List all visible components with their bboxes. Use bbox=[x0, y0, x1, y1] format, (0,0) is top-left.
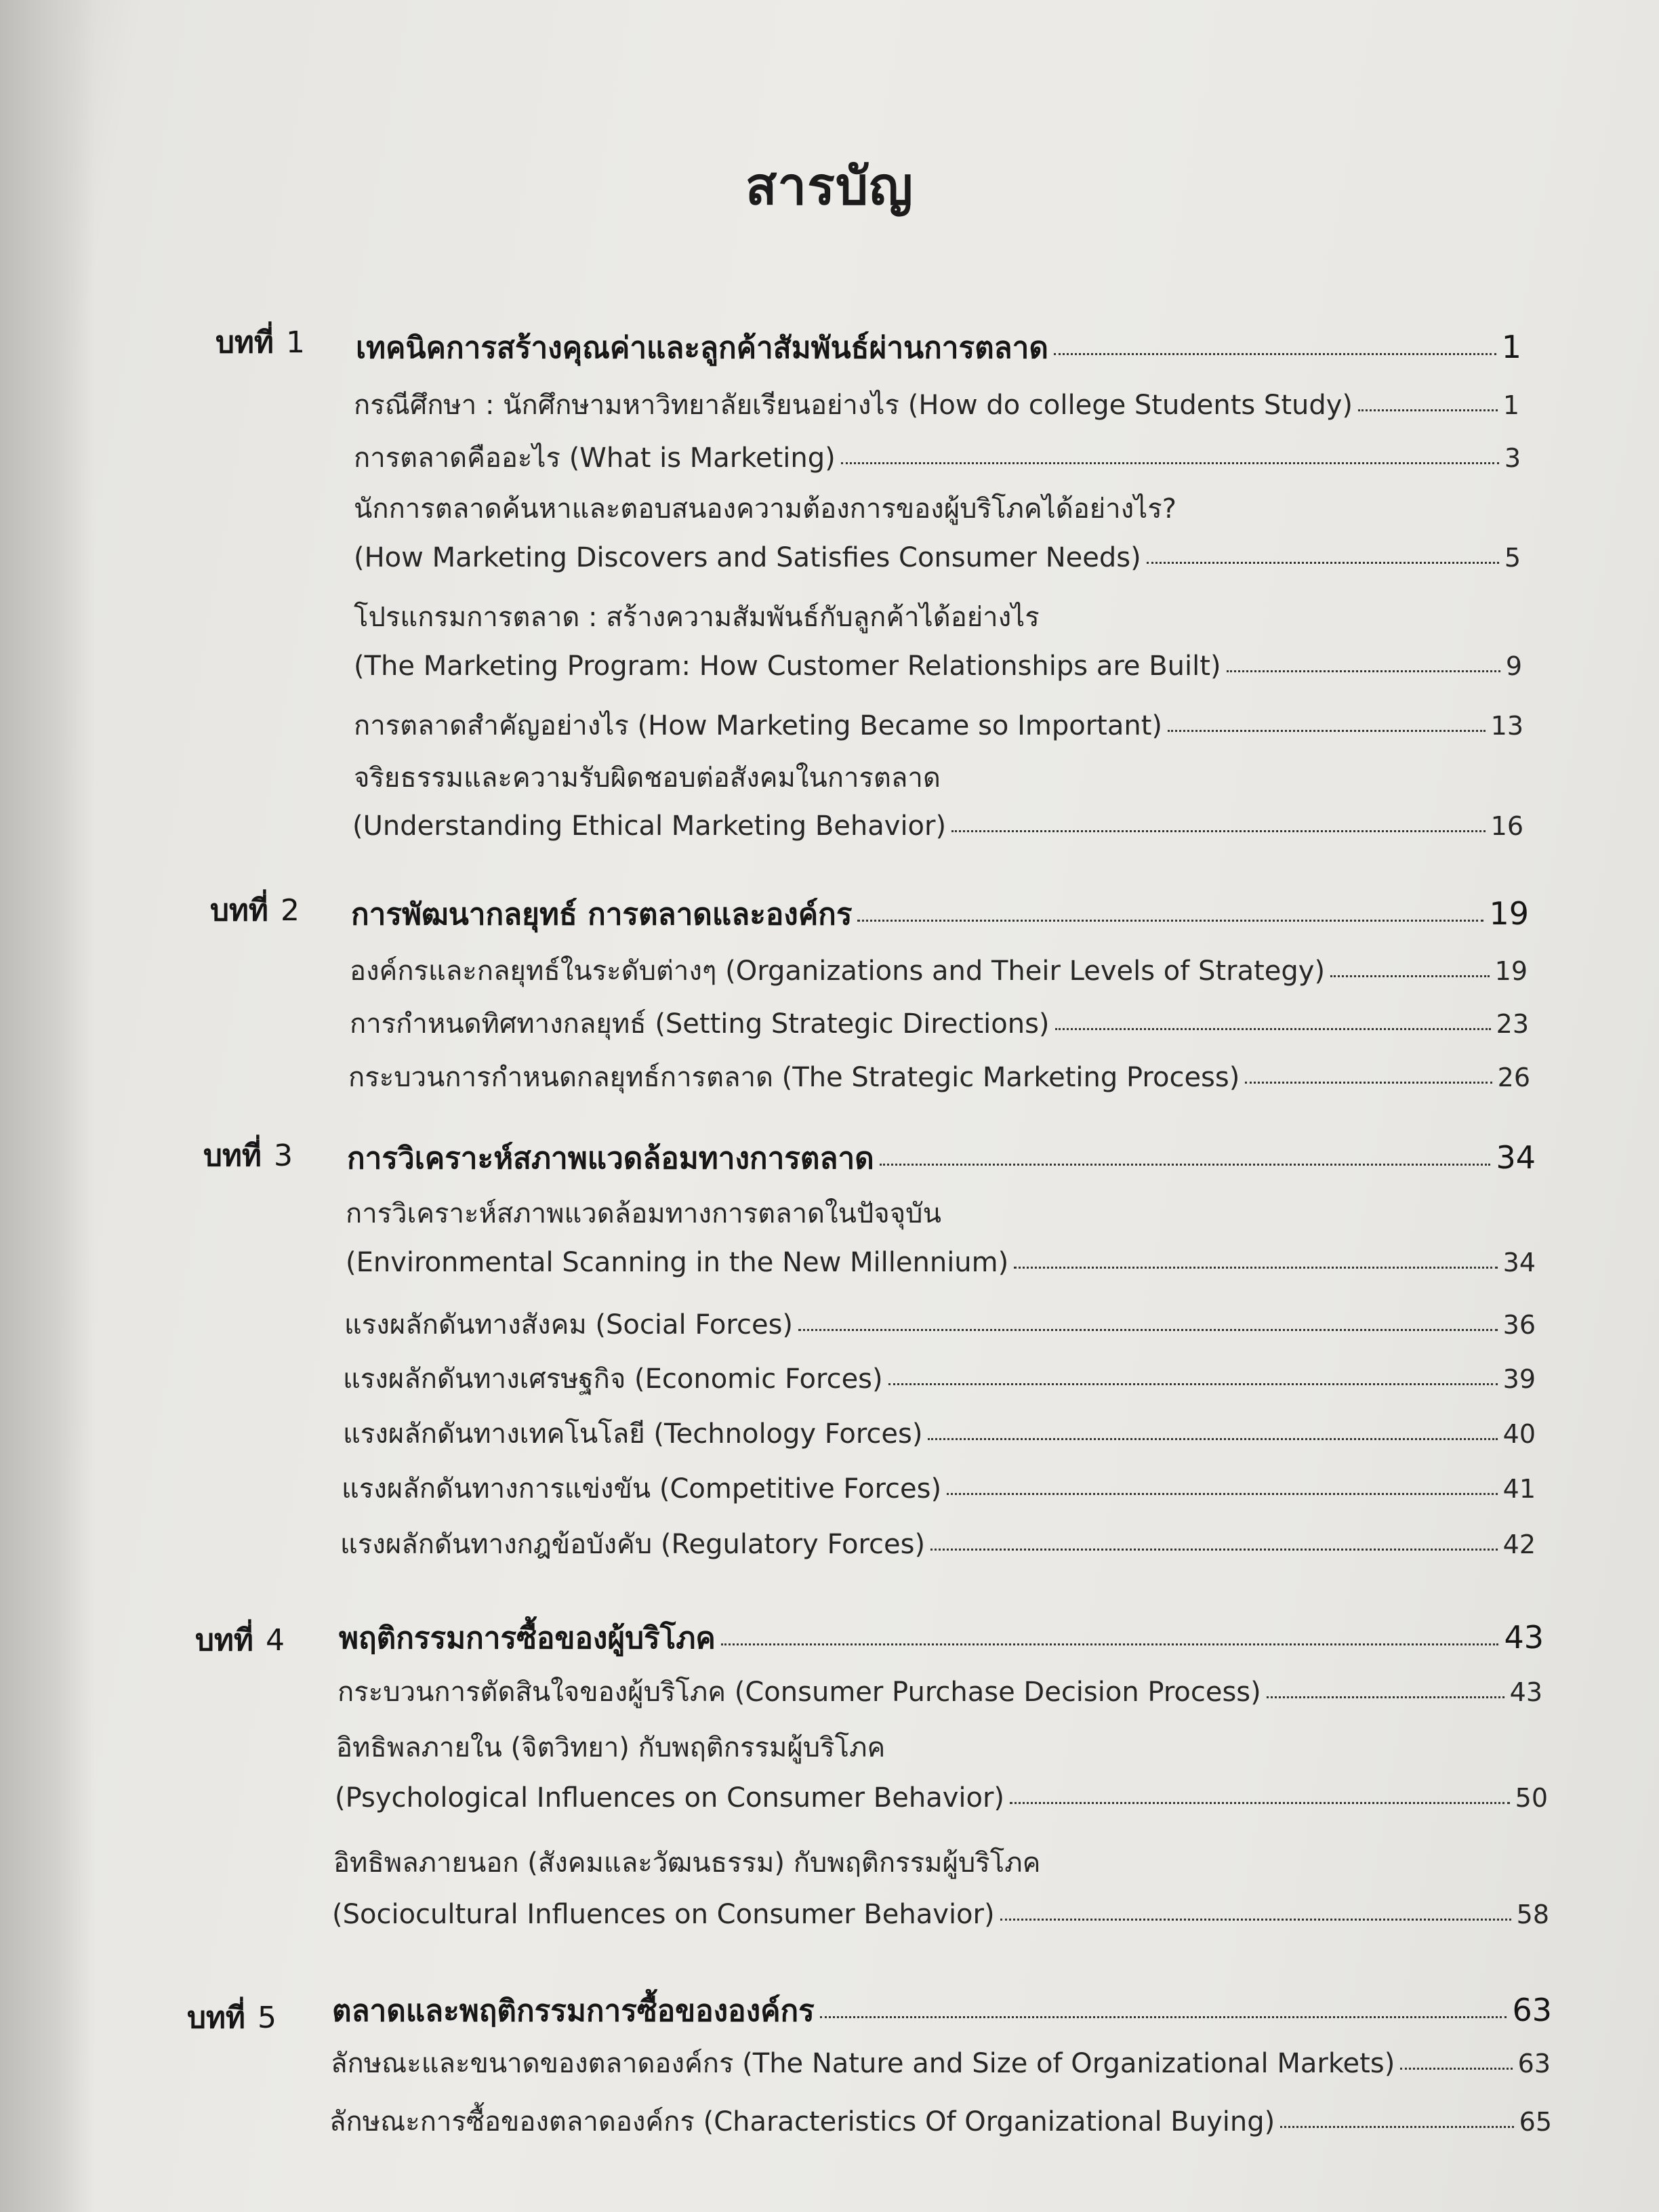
dot-leader bbox=[1280, 2126, 1513, 2128]
dot-leader bbox=[1400, 2068, 1512, 2070]
dot-leader bbox=[888, 1383, 1498, 1385]
dot-leader bbox=[1014, 1267, 1497, 1269]
entry-text: แรงผลักดันทางสังคม (Social Forces) bbox=[344, 1309, 794, 1340]
dot-leader bbox=[798, 1329, 1498, 1331]
toc-entry bbox=[343, 1357, 1536, 1400]
toc-entry bbox=[337, 1670, 1542, 1713]
entry-text: ลักษณะการซื้อของตลาดองค์กร (Characteristics Of Organizational Buying) bbox=[329, 2106, 1275, 2137]
page-number: 36 bbox=[1502, 1310, 1536, 1340]
toc-entry bbox=[348, 1055, 1530, 1099]
page-number: 63 bbox=[1517, 2049, 1551, 2078]
entry-text: องค์กรและกลยุทธ์ในระดับต่างๆ (Organizations and Their Levels of Strategy) bbox=[350, 956, 1326, 987]
entry-text-line1: จริยธรรมและความรับผิดชอบต่อสังคมในการตลาด bbox=[354, 762, 941, 794]
toc-entry bbox=[340, 1522, 1536, 1565]
dot-leader bbox=[1245, 1082, 1492, 1084]
toc-entry bbox=[342, 1467, 1536, 1510]
toc-entry bbox=[354, 703, 1523, 747]
dot-leader bbox=[1054, 353, 1496, 355]
toc-entry bbox=[332, 1899, 1549, 1930]
dot-leader bbox=[928, 1438, 1497, 1440]
entry-text: (How Marketing Discovers and Satisfies Consumer Needs) bbox=[354, 542, 1141, 573]
dot-leader bbox=[930, 1549, 1498, 1551]
toc-entry bbox=[354, 383, 1519, 426]
chapter-title: พฤติกรรมการซื้อของผู้บริโภค bbox=[339, 1621, 716, 1656]
dot-leader bbox=[1330, 975, 1490, 977]
toc-entry bbox=[331, 2041, 1551, 2085]
dot-leader bbox=[1010, 1802, 1510, 1804]
page-number: 58 bbox=[1516, 1900, 1549, 1929]
toc-entry bbox=[354, 651, 1522, 682]
page-number: 39 bbox=[1502, 1364, 1536, 1394]
toc-entry bbox=[346, 1247, 1536, 1278]
entry-text: ลักษณะและขนาดของตลาดองค์กร (The Nature and Size of Organizational Markets) bbox=[331, 2048, 1395, 2079]
dot-leader bbox=[857, 920, 1483, 922]
page-number: 23 bbox=[1496, 1009, 1529, 1039]
dot-leader bbox=[841, 462, 1499, 464]
dot-leader bbox=[1147, 562, 1499, 564]
entry-text: (Sociocultural Influences on Consumer Behavior) bbox=[332, 1899, 995, 1930]
entry-text: (The Marketing Program: How Customer Relationships are Built) bbox=[354, 651, 1221, 682]
page-number: 19 bbox=[1494, 956, 1528, 986]
entry-text-line1: นักการตลาดค้นหาและตอบสนองความต้องการของผู้บริโภคได้อย่างไร? bbox=[354, 493, 1177, 525]
page-number: 26 bbox=[1497, 1063, 1530, 1092]
entry-text: (Environmental Scanning in the New Millennium) bbox=[346, 1247, 1009, 1278]
page-number: 5 bbox=[1504, 543, 1521, 573]
chapter-title: การวิเคราะห์สภาพแวดล้อมทางการตลาด bbox=[347, 1141, 874, 1176]
page-number: 43 bbox=[1509, 1677, 1542, 1707]
entry-text-line1: อิทธิพลภายนอก (สังคมและวัฒนธรรม) กับพฤติกรรมผู้บริโภค bbox=[333, 1847, 1041, 1879]
toc-entry bbox=[354, 542, 1521, 573]
page-number: 63 bbox=[1512, 1992, 1552, 2028]
entry-text: การกำหนดทิศทางกลยุทธ์ (Setting Strategic Directions) bbox=[350, 1008, 1050, 1040]
chapter-label: บทที่ 3 bbox=[203, 1139, 293, 1173]
dot-leader bbox=[1055, 1028, 1491, 1030]
chapter-title-row bbox=[339, 1614, 1544, 1662]
page-title: สารบัญ bbox=[745, 156, 914, 216]
dot-leader bbox=[1168, 730, 1486, 732]
page-number: 42 bbox=[1502, 1530, 1536, 1559]
entry-text: แรงผลักดันทางเทคโนโลยี (Technology Forces) bbox=[343, 1418, 923, 1450]
entry-text: การตลาดสำคัญอย่างไร (How Marketing Became so Important) bbox=[354, 710, 1163, 741]
entry-text: แรงผลักดันทางเศรษฐกิจ (Economic Forces) bbox=[343, 1364, 883, 1395]
toc-entry bbox=[344, 1303, 1536, 1346]
chapter-title: การพัฒนากลยุทธ์ การตลาดและองค์กร bbox=[351, 897, 853, 932]
entry-text: (Psychological Influences on Consumer Behavior) bbox=[335, 1782, 1005, 1814]
dot-leader bbox=[947, 1493, 1498, 1495]
chapter-title: ตลาดและพฤติกรรมการซื้อขององค์กร bbox=[332, 1994, 815, 2028]
page-number: 43 bbox=[1504, 1619, 1544, 1656]
toc-entry bbox=[350, 949, 1528, 992]
entry-text-line1: การวิเคราะห์สภาพแวดล้อมทางการตลาดในปัจจุบัน bbox=[346, 1198, 941, 1229]
entry-text-line1: อิทธิพลภายใน (จิตวิทยา) กับพฤติกรรมผู้บริโภค bbox=[336, 1732, 886, 1763]
page-number: 40 bbox=[1502, 1419, 1536, 1449]
toc-entry bbox=[343, 1412, 1536, 1455]
page-number: 9 bbox=[1505, 651, 1522, 681]
chapter-label: บทที่ 1 bbox=[216, 325, 305, 360]
toc-entry bbox=[352, 811, 1523, 842]
entry-text: แรงผลักดันทางกฎข้อบังคับ (Regulatory Forces) bbox=[340, 1529, 926, 1560]
entry-text: กระบวนการกำหนดกลยุทธ์การตลาด (The Strategic Marketing Process) bbox=[348, 1062, 1240, 1093]
toc-entry bbox=[350, 1002, 1529, 1045]
dot-leader bbox=[1267, 1696, 1504, 1698]
chapter-title-row bbox=[332, 1987, 1552, 2034]
dot-leader bbox=[1227, 670, 1500, 672]
entry-text: การตลาดคืออะไร (What is Marketing) bbox=[354, 443, 836, 474]
dot-leader bbox=[880, 1164, 1491, 1166]
toc-entry bbox=[335, 1782, 1548, 1814]
page-number: 13 bbox=[1490, 711, 1523, 741]
toc-entry bbox=[329, 2100, 1552, 2143]
page-number: 34 bbox=[1502, 1248, 1536, 1277]
entry-text-line1: โปรแกรมการตลาด : สร้างความสัมพันธ์กับลูกค้าได้อย่างไร bbox=[354, 602, 1040, 633]
page-number: 1 bbox=[1502, 390, 1519, 420]
chapter-label: บทที่ 4 bbox=[195, 1623, 285, 1658]
dot-leader bbox=[1000, 1919, 1511, 1921]
dot-leader bbox=[1358, 409, 1498, 411]
toc-entry bbox=[354, 436, 1521, 479]
page-number: 3 bbox=[1504, 443, 1521, 473]
chapter-title: เทคนิคการสร้างคุณค่าและลูกค้าสัมพันธ์ผ่านการตลาด bbox=[356, 331, 1048, 365]
chapter-title-row bbox=[356, 324, 1521, 371]
entry-text: กระบวนการตัดสินใจของผู้บริโภค (Consumer Purchase Decision Process) bbox=[337, 1677, 1261, 1708]
chapter-title-row bbox=[351, 890, 1529, 938]
dot-leader bbox=[951, 830, 1486, 832]
chapter-label: บทที่ 2 bbox=[210, 893, 300, 928]
chapter-label: บทที่ 5 bbox=[187, 2001, 276, 2035]
dot-leader bbox=[820, 2016, 1507, 2018]
page-number: 1 bbox=[1501, 329, 1521, 365]
page-number: 41 bbox=[1502, 1474, 1536, 1504]
entry-text: แรงผลักดันทางการแข่งขัน (Competitive Forces) bbox=[342, 1473, 942, 1504]
chapter-title-row bbox=[347, 1134, 1536, 1182]
page-number: 65 bbox=[1519, 2107, 1552, 2137]
page-number: 50 bbox=[1515, 1783, 1548, 1813]
dot-leader bbox=[721, 1643, 1499, 1645]
entry-text: (Understanding Ethical Marketing Behavior) bbox=[352, 811, 947, 842]
page-number: 16 bbox=[1490, 811, 1523, 841]
page-number: 19 bbox=[1489, 895, 1529, 932]
entry-text: กรณีศึกษา : นักศึกษามหาวิทยาลัยเรียนอย่างไร (How do college Students Study) bbox=[354, 390, 1353, 421]
page-number: 34 bbox=[1496, 1139, 1536, 1176]
